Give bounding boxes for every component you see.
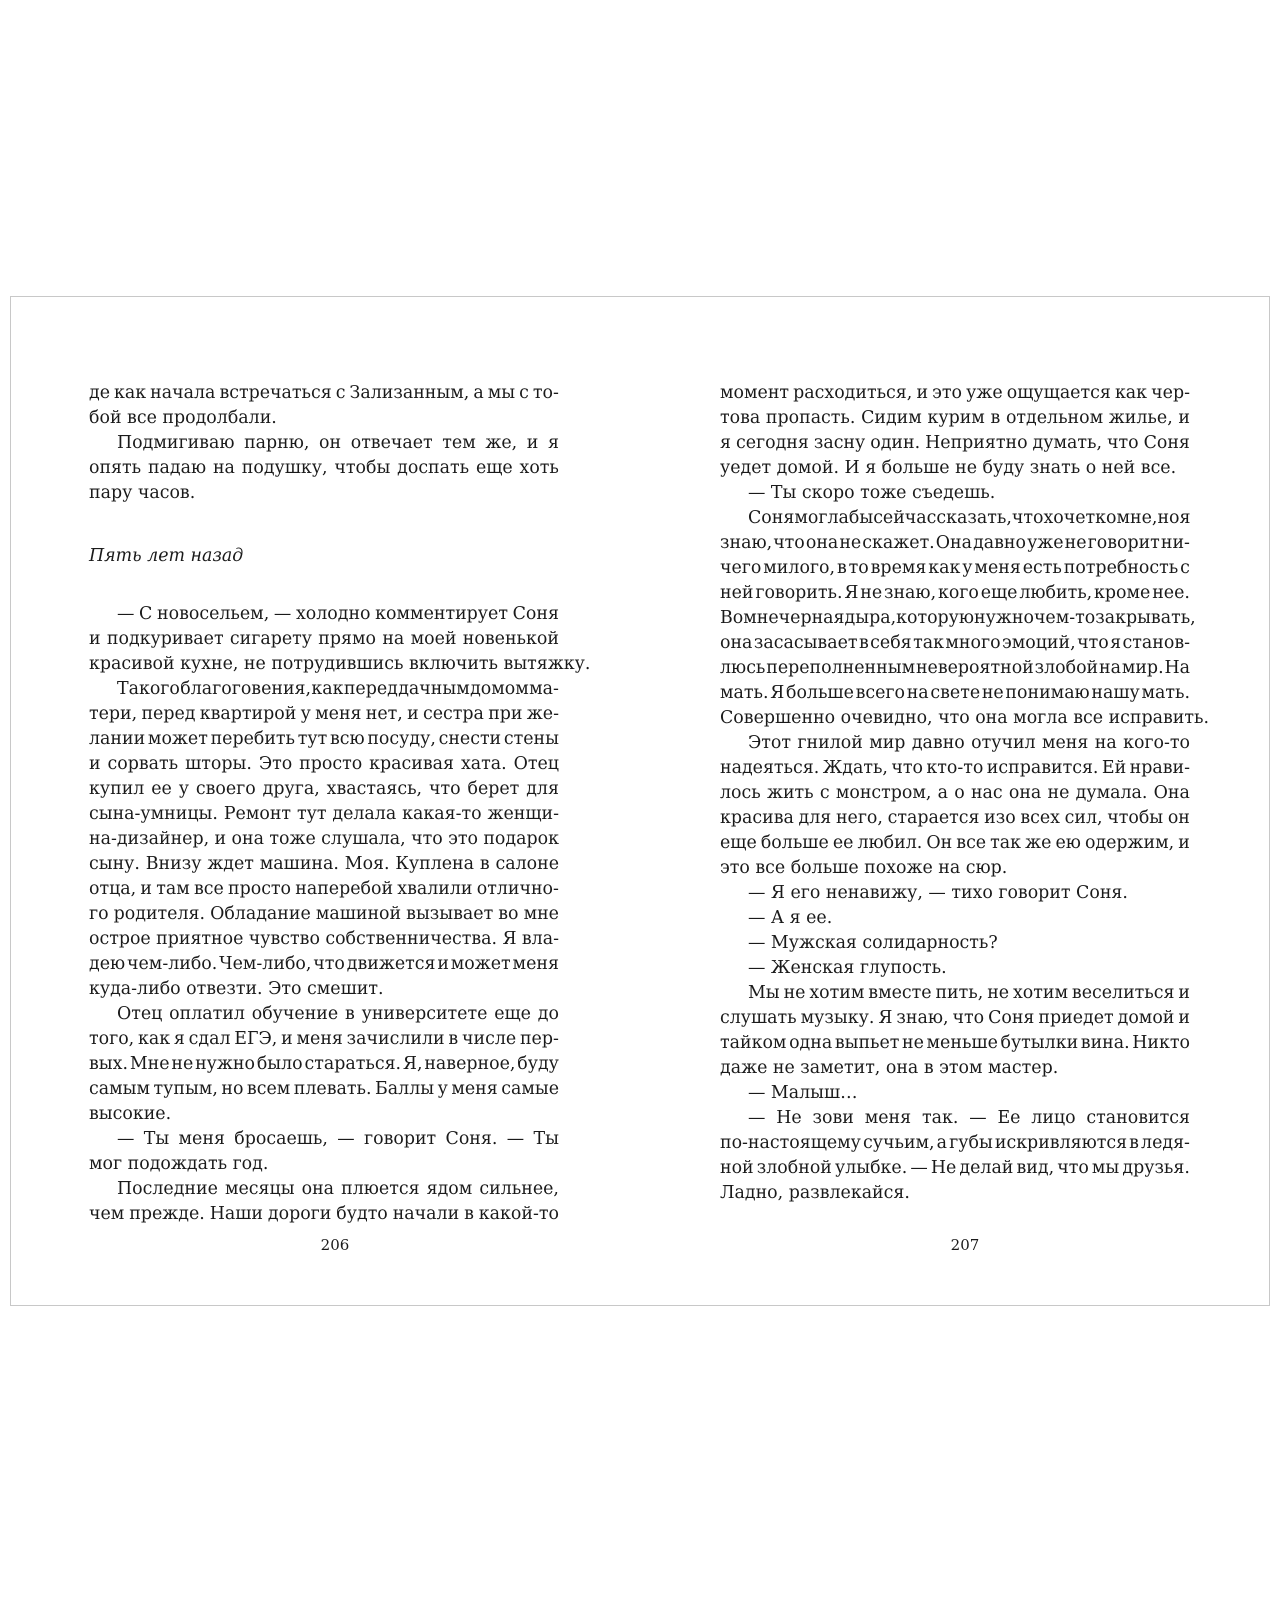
text-line: — Женская глупость. <box>748 958 947 978</box>
text-line: Ладно, развлекайся. <box>720 1183 910 1203</box>
text-line: — Малыш… <box>748 1083 858 1103</box>
text-line: мать. Я больше всего на свете не понимаю нашу мать. <box>720 683 1190 703</box>
text-line: пару часов. <box>89 483 196 503</box>
text-line: чем прежде. Наши дороги будто начали в какой-то <box>89 1204 559 1224</box>
text-line: самым тупым, но всем плевать. Баллы у меня самые <box>89 1079 559 1099</box>
text-line: вых. Мне не нужно было стараться. Я, наверное, буду <box>89 1054 559 1074</box>
text-line: лании может перебить тут всю посуду, снести стены <box>89 729 559 749</box>
left-page <box>89 381 591 1227</box>
text-line: бой все продолбали. <box>89 408 277 428</box>
text-line: — Я его ненавижу, — тихо говорит Соня. <box>748 883 1128 903</box>
text-line: отца, и там все просто наперебой хвалили отлично- <box>89 879 559 899</box>
text-line: — Ты скоро тоже съедешь. <box>748 483 996 503</box>
text-line: мог подождать год. <box>89 1154 269 1174</box>
page-number-left: 206 <box>320 1236 350 1254</box>
text-line: чего милого, в то время как у меня есть потребность с <box>720 558 1190 578</box>
text-line: — Ты меня бросаешь, — говорит Соня. — Ты <box>117 1129 559 1149</box>
text-line: Во мне черная дыра, которую нужно чем-то закрывать, <box>720 608 1196 628</box>
text-line: тери, перед квартирой у меня нет, и сестра при же- <box>89 704 559 724</box>
text-line: Отец оплатил обучение в университете еще до <box>117 1004 559 1024</box>
text-line: Совершенно очевидно, что она могла все исправить. <box>720 708 1209 728</box>
text-line: ной злобной улыбке. — Не делай вид, что мы друзья. <box>720 1158 1190 1178</box>
text-line: люсь переполненным невероятной злобой на мир. На <box>720 658 1190 678</box>
right-page <box>720 381 1209 1206</box>
text-line: опять падаю на подушку, чтобы доспать еще хоть <box>89 458 559 478</box>
text-line: на-дизайнер, и она тоже слушала, что это подарок <box>89 829 559 849</box>
text-line: — Не зови меня так. — Ее лицо становится <box>748 1108 1190 1128</box>
text-line: я сегодня засну один. Неприятно думать, что Соня <box>720 433 1190 453</box>
text-line: Соня могла бы сейчас сказать, что хочет ко мне, но я <box>748 508 1191 528</box>
text-line: дею чем-либо. Чем-либо, что движется и может меня <box>89 954 559 974</box>
text-line: куда-либо отвезти. Это смешит. <box>89 979 384 999</box>
section-heading: Пять лет назад <box>89 546 244 566</box>
text-line: красивой кухне, не потрудившись включить вытяжку. <box>89 654 591 674</box>
text-line: даже не заметит, она в этом мастер. <box>720 1058 1059 1078</box>
heading-gap <box>89 569 559 602</box>
text-line: Этот гнилой мир давно отучил меня на кого-то <box>748 733 1190 753</box>
text-line: высокие. <box>89 1104 172 1124</box>
text-line: Подмигиваю парню, он отвечает тем же, и я <box>117 433 559 453</box>
text-line: уедет домой. И я больше не буду знать о ней все. <box>720 458 1177 478</box>
text-line: знаю, что она не скажет. Она давно уже не говорит ни- <box>720 533 1190 553</box>
text-line: сыну. Внизу ждет машина. Моя. Куплена в салоне <box>89 854 559 874</box>
text-line: того, как я сдал ЕГЭ, и меня зачислили в числе пер- <box>89 1029 559 1049</box>
right-page-text <box>720 381 1209 1206</box>
text-line: го родителя. Обладание машиной вызывает во мне <box>89 904 559 924</box>
text-line: Такого благоговения, как перед дачным домом ма- <box>117 679 559 699</box>
text-line: по-настоящему сучьим, а губы искривляются в ледя- <box>720 1133 1190 1153</box>
text-line: Мы не хотим вместе пить, не хотим веселиться и <box>748 983 1190 1003</box>
text-line: Последние месяцы она плюется ядом сильнее, <box>117 1179 559 1199</box>
text-line: острое приятное чувство собственничества. Я вла- <box>89 929 559 949</box>
left-page-text-body <box>89 602 591 1227</box>
left-page-text-top <box>89 381 559 506</box>
text-line: она засасывает в себя так много эмоций, что я станов- <box>720 633 1190 653</box>
text-line: и сорвать шторы. Это просто красивая хата. Отец <box>89 754 559 774</box>
text-line: това пропасть. Сидим курим в отдельном жилье, и <box>720 408 1190 428</box>
text-line: надеяться. Ждать, что кто-то исправится. Ей нрави- <box>720 758 1190 778</box>
text-line: еще больше ее любил. Он все так же ею одержим, и <box>720 833 1190 853</box>
text-line: и подкуривает сигарету прямо на моей новенькой <box>89 629 559 649</box>
text-line: момент расходиться, и это уже ощущается как чер- <box>720 383 1190 403</box>
text-line: слушать музыку. Я знаю, что Соня приедет домой и <box>720 1008 1190 1028</box>
book-spread <box>10 296 1270 1306</box>
text-line: ней говорить. Я не знаю, кого еще любить, кроме нее. <box>720 583 1190 603</box>
page-number-right: 207 <box>950 1236 980 1254</box>
text-line: — Мужская солидарность? <box>748 933 998 953</box>
text-line: красива для него, старается изо всех сил, чтобы он <box>720 808 1190 828</box>
text-line: де как начала встречаться с Зализанным, а мы с то- <box>89 383 559 403</box>
text-line: купил ее у своего друга, хвастаясь, что берет для <box>89 779 559 799</box>
text-line: — А я ее. <box>748 908 833 928</box>
text-line: лось жить с монстром, а о нас она не думала. Она <box>720 783 1190 803</box>
text-line: — С новосельем, — холодно комментирует Соня <box>117 604 559 624</box>
section-break <box>89 506 559 544</box>
text-line: тайком одна выпьет не меньше бутылки вина. Никто <box>720 1033 1190 1053</box>
text-line: это все больше похоже на сюр. <box>720 858 1008 878</box>
text-line: сына-умницы. Ремонт тут делала какая-то женщи- <box>89 804 559 824</box>
